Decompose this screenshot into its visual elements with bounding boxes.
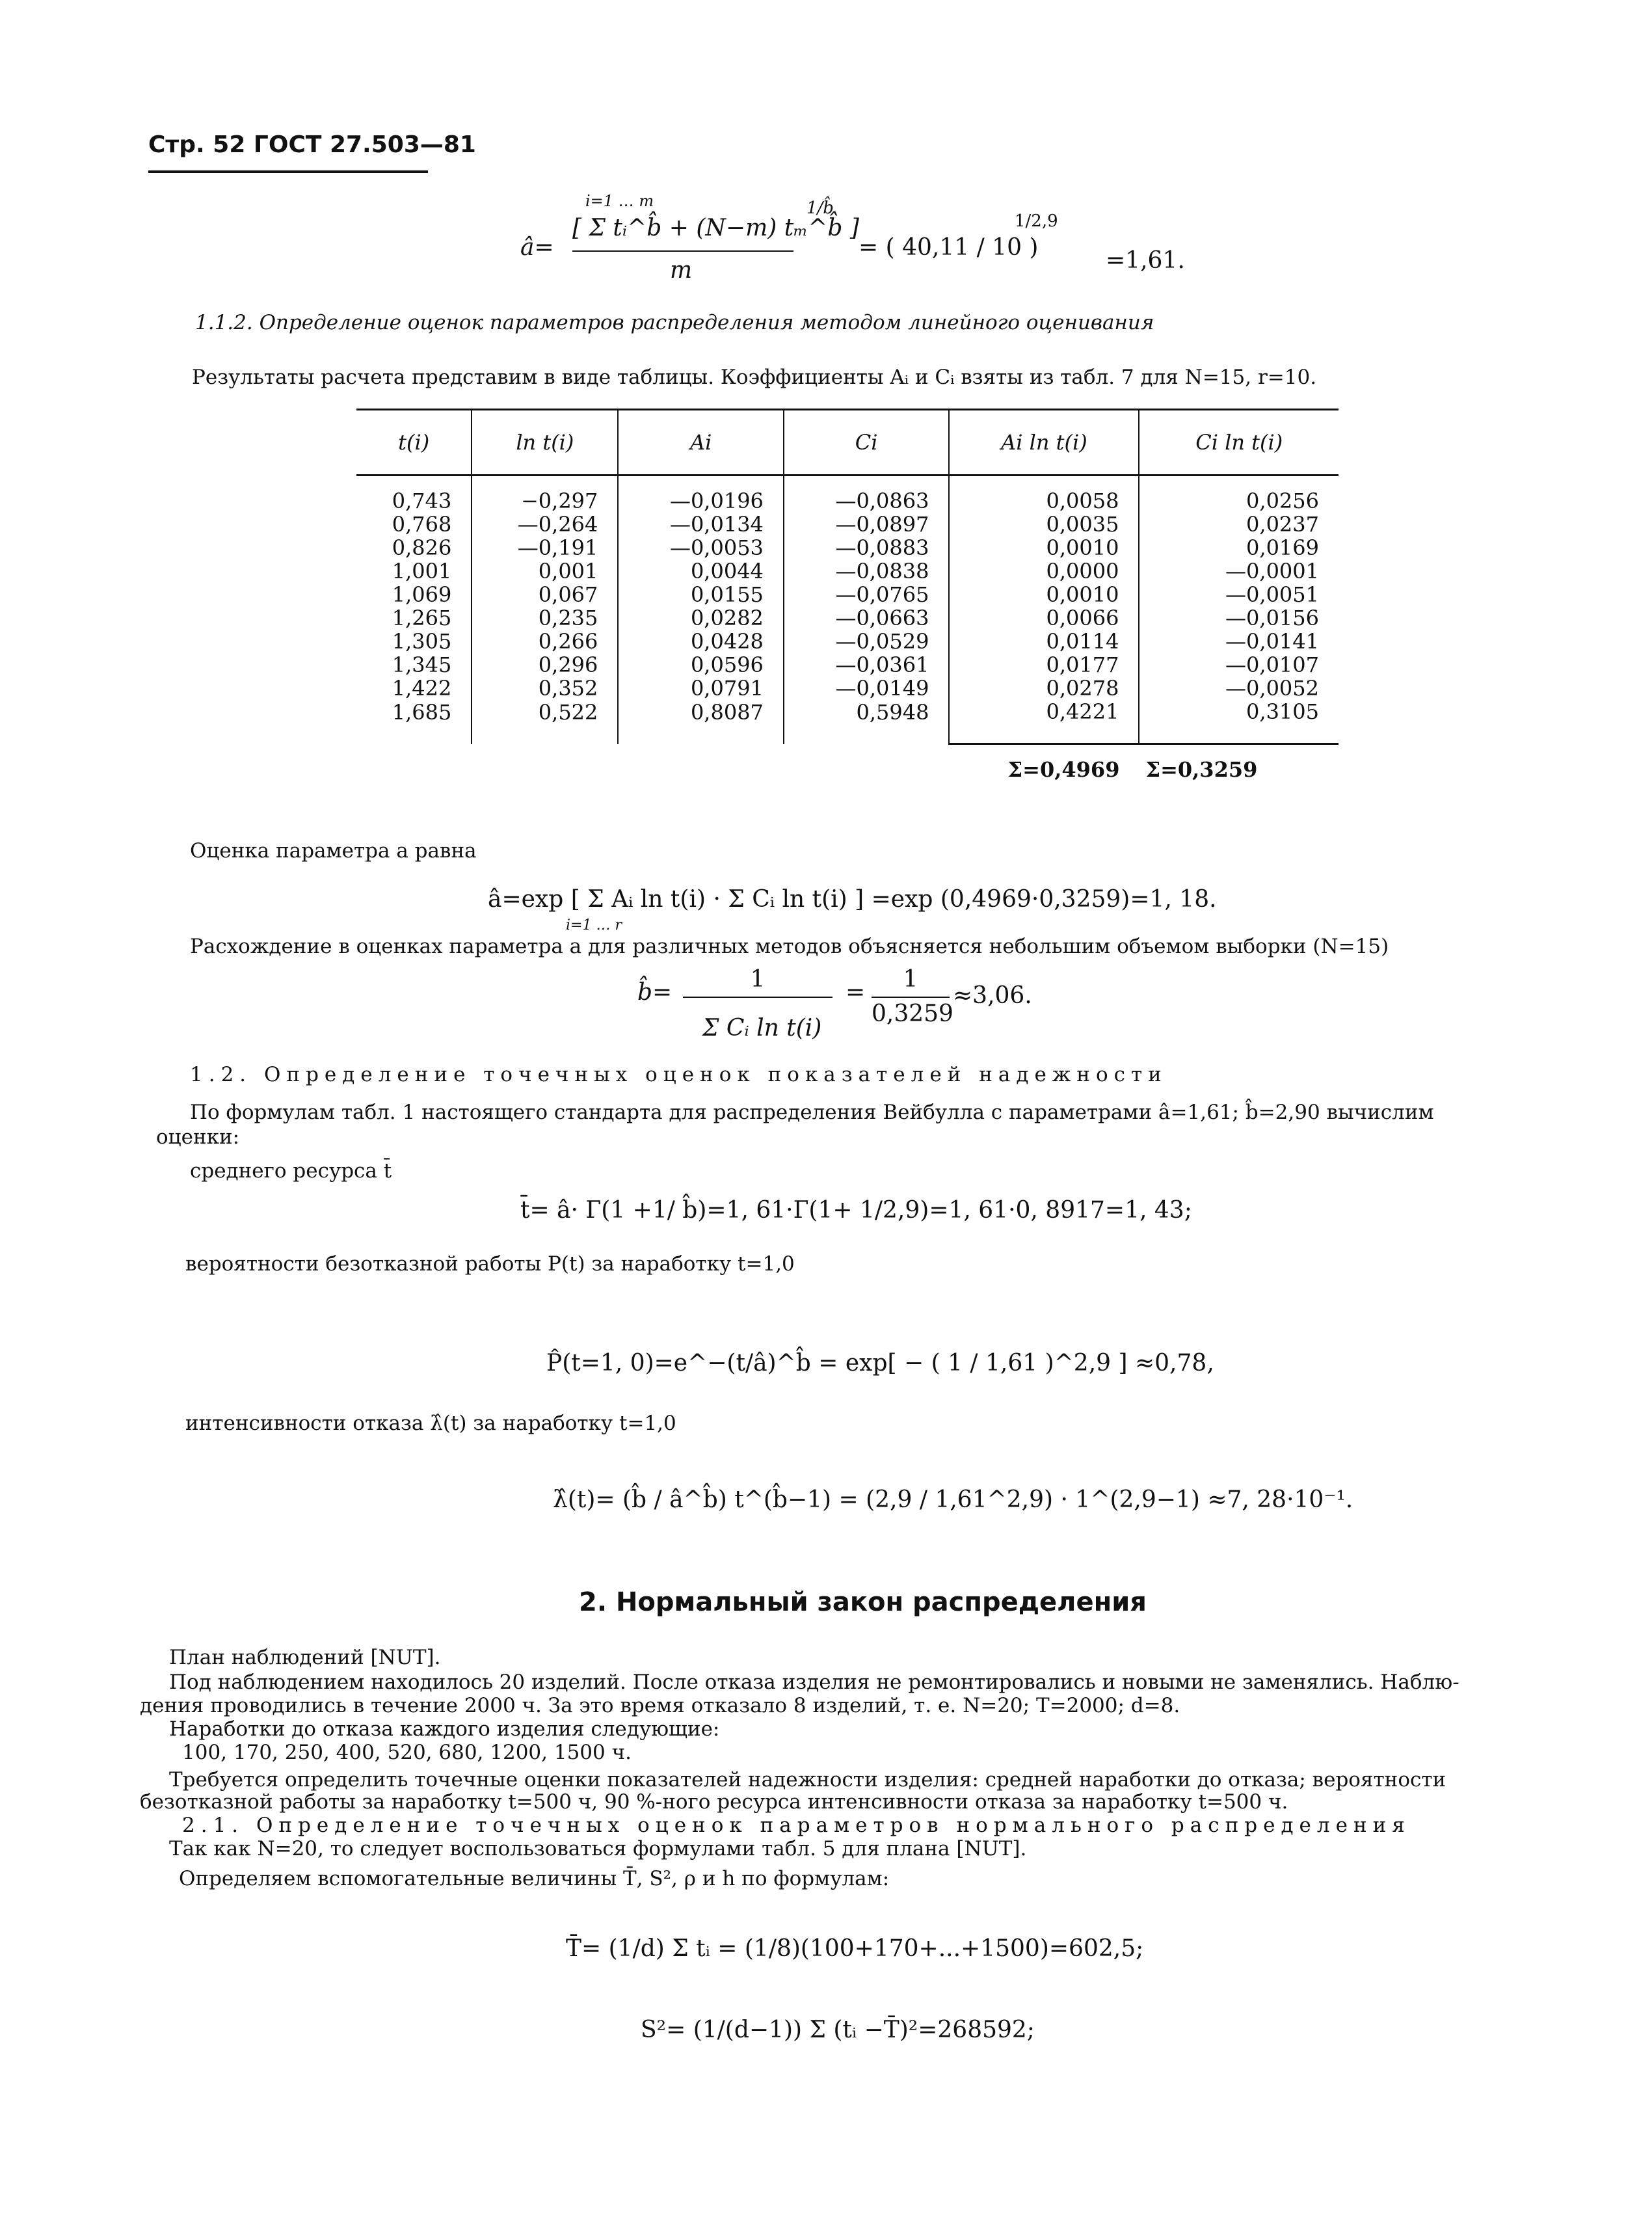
b-hat-result: ≈3,06.	[953, 982, 1032, 1009]
discrepancy-text: Расхождение в оценках параметра a для различных методов объясняется небольшим объемом выборки (N=15)	[190, 935, 1389, 958]
table-cell: 0,296	[472, 653, 618, 677]
plan-text: План наблюдений [NUT].	[169, 1646, 441, 1669]
estimate-a-formula: â=exp [ Σ Aᵢ ln t(i) · Σ Cᵢ ln t(i) ] =exp (0,4969·0,3259)=1, 18.	[488, 886, 1217, 913]
section-2-p2: Наработки до отказа каждого изделия следующие:	[169, 1717, 720, 1741]
table-row	[356, 700, 1339, 744]
table-header: Ai	[618, 410, 784, 476]
section-1-2-intro2: оценки:	[156, 1125, 240, 1149]
header-rule	[148, 170, 428, 173]
mean-formula: t̄= â· Г(1 +1/ b̂)=1, 61·Г(1+ 1/2,9)=1, 61·0, 8917=1, 43;	[520, 1197, 1192, 1224]
table-cell: —0,264	[472, 513, 618, 536]
table-header: Ci ln t(i)	[1139, 410, 1339, 476]
table-cell: —0,0149	[784, 677, 950, 700]
section-2-p4b: безотказной работы за наработку t=500 ч, 90 %-ного ресурса интенсивности отказа за наработку t=500 ч.	[140, 1790, 1288, 1814]
table-cell: 0,266	[472, 630, 618, 653]
table-row	[356, 677, 1339, 700]
table-cell: 0,0169	[1139, 536, 1339, 559]
formula-s2: S²= (1/(d−1)) Σ (tᵢ −T̄)²=268592;	[641, 2017, 1035, 2043]
table-cell: 1,422	[392, 676, 452, 701]
table-cell: 0,0058	[949, 476, 1139, 513]
table-cell: 1,305	[392, 629, 452, 654]
table-cell: —0,0052	[1139, 677, 1339, 700]
table-cell: 0,235	[472, 606, 618, 630]
formula-a-hat-bracket: [ Σ tᵢ^b̂ + (N−m) tₘ^b̂ ]	[572, 215, 859, 241]
table-header: t(i)	[356, 410, 472, 476]
mean-label: среднего ресурса t̄	[190, 1159, 392, 1183]
formula-a-hat-middle: = ( 40,11 / 10 )	[859, 234, 1039, 261]
table-cell: —0,0883	[784, 536, 950, 559]
table-cell: 0,0237	[1139, 513, 1339, 536]
b-hat-den2: 0,3259	[872, 1000, 953, 1027]
table-cell: 0,0035	[949, 513, 1139, 536]
table-cell: 0,0044	[618, 559, 784, 583]
formula-a-hat-left: â=	[520, 234, 554, 261]
table-cell: 0,5948	[784, 700, 950, 744]
results-table	[356, 409, 1339, 781]
table-cell: 0,768	[392, 512, 452, 537]
b-hat-eq: =	[846, 979, 866, 1006]
table-row	[356, 513, 1339, 536]
b-hat-left: b̂=	[637, 979, 673, 1006]
table-cell: 0,0428	[618, 630, 784, 653]
b-hat-den: Σ Cᵢ ln t(i)	[702, 1015, 822, 1041]
table-cell: —0,0156	[1139, 606, 1339, 630]
table-cell: 0,0256	[1139, 476, 1339, 513]
table-row	[356, 536, 1339, 559]
page-header: Стр. 52 ГОСТ 27.503—81	[148, 131, 476, 158]
table-cell: 0,4221	[949, 700, 1139, 744]
table-cell: —0,0141	[1139, 630, 1339, 653]
table-cell: —0,0529	[784, 630, 950, 653]
table-cell: —0,0053	[618, 536, 784, 559]
table-cell: 0,3105	[1139, 700, 1339, 744]
table-cell: 0,0066	[949, 606, 1139, 630]
table-cell: 0,743	[392, 489, 452, 513]
table-row	[356, 653, 1339, 677]
table-row	[356, 559, 1339, 583]
table-cell: 1,069	[392, 582, 452, 607]
section-1-1-2-intro: Результаты расчета представим в виде таблицы. Коэффициенты Aᵢ и Cᵢ взяты из табл. 7 для N=15, r=10.	[192, 366, 1317, 389]
table-cell: —0,0838	[784, 559, 950, 583]
estimate-a-limits: i=1 … r	[566, 917, 622, 933]
table-cell: 1,685	[392, 699, 452, 725]
table-cell: 0,0010	[949, 583, 1139, 606]
table-cell: 1,265	[392, 606, 452, 630]
section-2-p4a: Требуется определить точечные оценки показателей надежности изделия: средней наработки до отказа; вероятности	[169, 1768, 1446, 1792]
table-cell: 1,001	[392, 559, 452, 584]
table-cell: —0,0196	[618, 476, 784, 513]
formula-a-hat-fraction-bar	[572, 250, 793, 252]
table-cell: 0,522	[472, 700, 618, 744]
section-2-p1b: дения проводились в течение 2000 ч. За это время отказало 8 изделий, т. е. N=20; T=2000; d=8.	[140, 1694, 1180, 1717]
table-cell: 1,345	[392, 652, 452, 677]
table-sum-row	[356, 744, 1339, 782]
table-cell: —0,0863	[784, 476, 950, 513]
table-header-row	[356, 410, 1339, 476]
rate-formula: λ̂(t)= (b̂ / â^b̂) t^(b̂−1) = (2,9 / 1,61^2,9) · 1^(2,9−1) ≈7, 28·10⁻¹.	[553, 1486, 1353, 1513]
table-cell: 0,0596	[618, 653, 784, 677]
table-cell: 0,067	[472, 583, 618, 606]
rate-label: интенсивности отказа λ̂(t) за наработку t=1,0	[185, 1412, 676, 1435]
table-cell: —0,0107	[1139, 653, 1339, 677]
table-cell: 0,352	[472, 677, 618, 700]
b-hat-bar2	[872, 997, 950, 998]
table-row	[356, 583, 1339, 606]
table-row	[356, 476, 1339, 513]
table-header: Ci	[784, 410, 950, 476]
table-header: ln t(i)	[472, 410, 618, 476]
sum-c: Σ=0,3259	[1139, 744, 1339, 782]
b-hat-num2: 1	[903, 966, 918, 993]
table-cell: 0,8087	[618, 700, 784, 744]
estimate-a-label: Оценка параметра a равна	[190, 839, 477, 863]
table-cell: —0,0001	[1139, 559, 1339, 583]
section-2-1-heading: 2.1. Определение точечных оценок параметров нормального распределения	[182, 1814, 1411, 1837]
prob-label: вероятности безотказной работы P(t) за наработку t=1,0	[185, 1252, 795, 1276]
formula-a-hat-index: i=1 … m	[585, 192, 654, 210]
table-row	[356, 606, 1339, 630]
section-1-1-2-heading: 1.1.2. Определение оценок параметров распределения методом линейного оценивания	[195, 311, 1154, 334]
section-1-2-intro: По формулам табл. 1 настоящего стандарта для распределения Вейбулла с параметрами â=1,61; b̂=2,90 вычислим	[190, 1101, 1434, 1124]
table-cell: 0,0155	[618, 583, 784, 606]
table-cell: 0,0114	[949, 630, 1139, 653]
table-cell: 0,0791	[618, 677, 784, 700]
section-1-2-heading: 1.2. Определение точечных оценок показателей надежности	[190, 1063, 1167, 1086]
table-cell: —0,0663	[784, 606, 950, 630]
table-cell: —0,0765	[784, 583, 950, 606]
table-cell: —0,0361	[784, 653, 950, 677]
section-2-p5: Так как N=20, то следует воспользоваться формулами табл. 5 для плана [NUT].	[169, 1837, 1027, 1860]
table-cell: —0,0134	[618, 513, 784, 536]
table-cell: 0,0010	[949, 536, 1139, 559]
b-hat-bar	[683, 997, 833, 998]
table-cell: 0,001	[472, 559, 618, 583]
prob-formula: P̂(t=1, 0)=e^−(t/â)^b̂ = exp[ − ( 1 / 1,61 )^2,9 ] ≈0,78,	[546, 1350, 1214, 1376]
formula-a-hat-exp: 1/b̂	[806, 198, 834, 218]
table-cell: 0,0282	[618, 606, 784, 630]
table-cell: —0,0897	[784, 513, 950, 536]
table-cell: 0,0278	[949, 677, 1139, 700]
formula-a-hat-denominator: m	[670, 257, 693, 284]
formula-a-hat-result: =1,61.	[1106, 247, 1185, 274]
b-hat-num: 1	[750, 966, 766, 993]
section-2-p3: 100, 170, 250, 400, 520, 680, 1200, 1500 ч.	[182, 1741, 632, 1764]
table-cell: —0,0051	[1139, 583, 1339, 606]
table-cell: 0,0000	[949, 559, 1139, 583]
section-2-title: 2. Нормальный закон распределения	[579, 1587, 1147, 1617]
table-cell: −0,297	[472, 476, 618, 513]
table-header: Ai ln t(i)	[949, 410, 1139, 476]
formula-t-bar: T̄= (1/d) Σ tᵢ = (1/8)(100+170+...+1500)=602,5;	[566, 1935, 1144, 1962]
section-2-p1a: Под наблюдением находилось 20 изделий. После отказа изделия не ремонтировались и новыми не заменялись. Наблю-	[169, 1671, 1459, 1694]
formula-a-hat-mid-exp: 1/2,9	[1015, 211, 1058, 231]
table-cell: 0,826	[392, 535, 452, 560]
section-2-p6: Определяем вспомогательные величины T̄, S², ρ и h по формулам:	[179, 1867, 890, 1890]
table-cell: —0,191	[472, 536, 618, 559]
table-row	[356, 630, 1339, 653]
sum-a: Σ=0,4969	[949, 744, 1139, 782]
table-cell: 0,0177	[949, 653, 1139, 677]
